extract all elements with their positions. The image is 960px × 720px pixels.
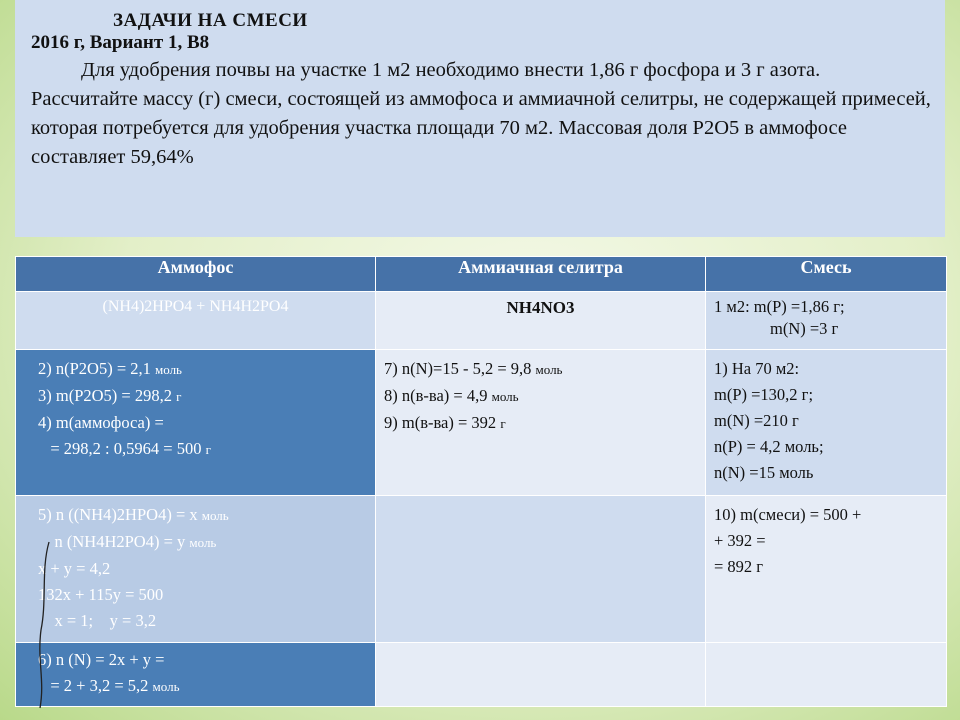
solution-line <box>38 673 375 700</box>
solution-line: n(P) = 4,2 моль; <box>714 436 824 456</box>
solution-line-text: 132x + 115y = 500 <box>38 585 164 605</box>
solution-line: 10) m(смеси) = 500 + <box>714 505 862 525</box>
solution-line <box>38 529 375 556</box>
solution-line-text: n (NH4H2PO4) = y <box>38 532 190 552</box>
solution-line-text: 9) m(в-ва) = 392 <box>384 412 501 432</box>
empty-cell <box>706 643 947 707</box>
solution-line-text: 3) m(P2O5) = 298,2 <box>38 385 177 405</box>
nitrate-formula: NH4NO3 <box>376 292 706 350</box>
solution-line-text: 7) n(N)=15 - 5,2 = 9,8 <box>384 358 536 378</box>
task-text: Для удобрения почвы на участке 1 м2 необходимо внести 1,86 г фосфора и 3 г азота. Рассчитайте массу (г) смеси, состоящей из аммофоса и аммиачной селитры, не содержащей примесей, которая потребуется для удобрения участка площади 70 м2. Массовая доля P2O5 в аммофосе составляет 59,64% <box>31 59 931 168</box>
solution-line <box>38 502 375 529</box>
solution-line-text: 2) n(P2O5) = 2,1 <box>38 358 156 378</box>
table-row <box>16 349 947 495</box>
mix-given <box>706 292 947 350</box>
unit-label: г <box>500 415 506 431</box>
task-statement <box>15 0 945 237</box>
unit-label: г <box>176 388 182 404</box>
solution-line <box>384 356 705 383</box>
solution-line: n(N) =15 моль <box>714 462 814 482</box>
ammophos-steps-1 <box>16 349 376 495</box>
unit-label: моль <box>155 361 182 377</box>
ammophos-formula: (NH4)2HPO4 + NH4H2PO4 <box>16 292 376 350</box>
solution-line <box>384 383 705 410</box>
mix-steps-2 <box>706 496 947 643</box>
solution-line-text: 4) m(аммофоса) = <box>38 412 164 432</box>
unit-label: моль <box>491 388 519 404</box>
unit-label: моль <box>535 361 563 377</box>
solution-line-text: = 2 + 3,2 = 5,2 <box>38 676 153 696</box>
solution-line <box>38 383 375 410</box>
unit-label: моль <box>189 535 217 551</box>
ammophos-steps-3 <box>16 643 376 707</box>
header-row <box>16 257 947 292</box>
unit-label: моль <box>201 508 229 524</box>
solution-table <box>15 256 947 707</box>
header-ammophos: Аммофос <box>16 257 376 292</box>
formula-row <box>16 292 947 350</box>
unit-label: моль <box>152 679 180 695</box>
task-variant: 2016 г, Вариант 1, В8 <box>31 32 210 53</box>
solution-line <box>38 608 375 634</box>
solution-line-text: = 298,2 : 0,5964 = 500 <box>38 438 206 458</box>
empty-cell <box>376 643 706 707</box>
header-nitrate: Аммиачная селитра <box>376 257 706 292</box>
solution-line <box>384 410 705 437</box>
header-mix: Смесь <box>706 257 947 292</box>
solution-line <box>38 556 375 582</box>
mix-given-line: 1 м2: m(P) =1,86 г; <box>714 297 845 317</box>
task-title: ЗАДАЧИ НА СМЕСИ <box>113 10 308 31</box>
solution-line-text: 5) n ((NH4)2HPO4) = x <box>38 505 202 525</box>
mix-given-line: m(N) =3 г <box>770 319 839 339</box>
mix-steps-1 <box>706 349 947 495</box>
nitrate-steps <box>376 349 706 495</box>
solution-line: = 892 г <box>714 557 764 577</box>
solution-line: 1) На 70 м2: <box>714 358 800 378</box>
unit-label: г <box>205 441 211 457</box>
solution-line <box>38 582 375 608</box>
solution-line-text: 6) n (N) = 2x + y = <box>38 650 165 670</box>
ammophos-steps-2 <box>16 496 376 643</box>
empty-cell <box>376 496 706 643</box>
solution-line <box>38 647 375 673</box>
solution-line-text: x = 1; y = 3,2 <box>38 611 157 631</box>
pen-stroke <box>37 540 51 710</box>
solution-line <box>38 356 375 383</box>
table-row <box>16 496 947 643</box>
solution-line: + 392 = <box>714 531 766 551</box>
solution-line: m(N) =210 г <box>714 410 799 430</box>
solution-line <box>38 410 375 436</box>
solution-line-text: x + y = 4,2 <box>38 559 111 579</box>
table-row <box>16 643 947 707</box>
solution-line: m(P) =130,2 г; <box>714 384 814 404</box>
solution-line-text: 8) n(в-ва) = 4,9 <box>384 385 492 405</box>
solution-line <box>38 436 375 463</box>
